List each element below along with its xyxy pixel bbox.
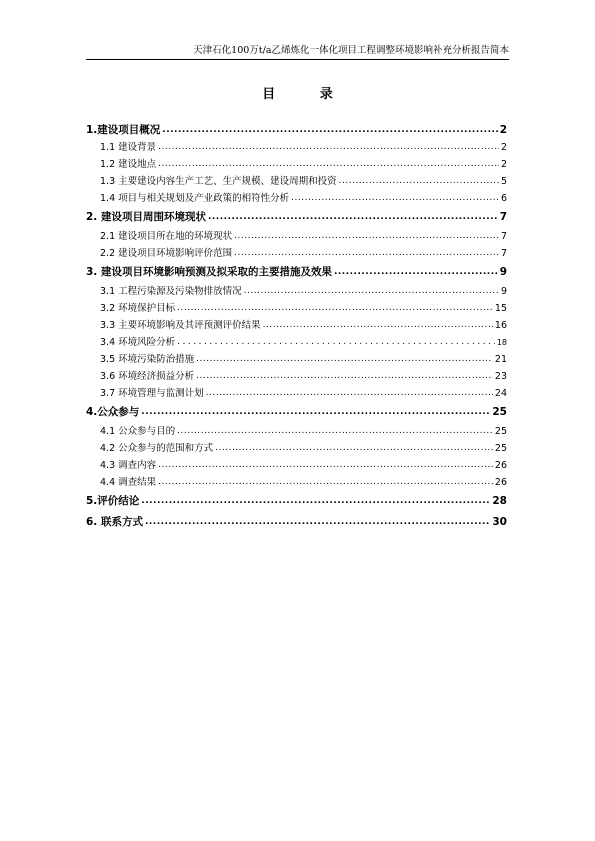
toc-entry-page: 26 [494, 460, 507, 471]
toc-entry-label: 1.4 项目与相关规划及产业政策的相符性分析 [100, 193, 290, 204]
toc-entry-label: 3.4 环境风险分析 [100, 337, 176, 348]
toc-entry-page: 6 [500, 193, 507, 204]
toc-entry-label: 3. 建设项目环境影响预测及拟采取的主要措施及效果 [86, 266, 332, 278]
toc-entry-page: 9 [499, 266, 507, 278]
toc-leader [158, 139, 499, 156]
toc-entry-page: 30 [492, 516, 507, 528]
toc-entry-page: 7 [500, 231, 507, 242]
toc-entry-label: 4.1 公众参与目的 [100, 426, 176, 437]
toc-entry-page: 26 [494, 477, 507, 488]
toc-leader [291, 190, 499, 207]
toc-leader [177, 300, 493, 317]
table-of-contents [86, 121, 507, 533]
toc-entry-label: 2.1 建设项目所在地的环境现状 [100, 231, 233, 242]
toc-entry-label: 4.公众参与 [86, 406, 140, 418]
toc-entry-1-4[interactable] [86, 190, 507, 207]
toc-entry-1-1[interactable] [86, 139, 507, 156]
toc-entry-3-5[interactable] [86, 351, 507, 368]
toc-entry-label: 3.6 环境经济损益分析 [100, 371, 195, 382]
toc-entry-2-1[interactable] [86, 228, 507, 245]
toc-entry-3-1[interactable] [86, 283, 507, 300]
toc-entry-label: 3.7 环境管理与监测计划 [100, 388, 204, 399]
toc-entry-3-7[interactable] [86, 385, 507, 402]
toc-entry-page: 28 [492, 495, 507, 507]
toc-entry-4-4[interactable] [86, 474, 507, 491]
toc-entry-1[interactable] [86, 121, 507, 139]
toc-title: 目 录 [262, 87, 353, 102]
toc-entry-4[interactable] [86, 402, 507, 423]
toc-entry-label: 6. 联系方式 [86, 516, 143, 528]
toc-entry-page: 25 [494, 426, 507, 437]
toc-entry-3-6[interactable] [86, 368, 507, 385]
toc-entry-page: 24 [494, 388, 507, 399]
toc-leader [244, 283, 499, 300]
toc-leader [162, 121, 497, 139]
toc-entry-2[interactable] [86, 207, 507, 228]
toc-entry-label: 5.评价结论 [86, 495, 140, 507]
page-header: 天津石化100万t/a乙烯炼化一体化项目工程调整环境影响补充分析报告简本 [86, 42, 509, 60]
toc-leader [196, 351, 493, 368]
toc-entry-label: 2. 建设项目周围环境现状 [86, 211, 206, 223]
toc-leader [234, 228, 499, 245]
toc-entry-label: 1.3 主要建设内容生产工艺、生产规模、建设周期和投资 [100, 176, 337, 187]
toc-entry-1-2[interactable] [86, 156, 507, 173]
toc-leader [196, 368, 493, 385]
toc-leader [208, 207, 498, 228]
toc-entry-page: 18 [496, 338, 507, 347]
toc-leader [141, 402, 490, 423]
toc-entry-page: 2 [499, 124, 507, 136]
toc-leader [158, 156, 499, 173]
toc-entry-5[interactable] [86, 491, 507, 512]
toc-entry-page: 7 [500, 248, 507, 259]
toc-entry-label: 3.2 环境保护目标 [100, 303, 176, 314]
toc-entry-page: 7 [499, 211, 507, 223]
toc-entry-3-4[interactable] [86, 334, 507, 351]
toc-entry-label: 4.4 调查结果 [100, 477, 157, 488]
toc-entry-label: 1.建设项目概况 [86, 124, 161, 136]
toc-leader [234, 245, 499, 262]
toc-entry-3[interactable] [86, 262, 507, 283]
toc-entry-page: 16 [494, 320, 507, 331]
toc-entry-page: 23 [494, 371, 507, 382]
toc-entry-page: 5 [500, 176, 507, 187]
toc-entry-3-2[interactable] [86, 300, 507, 317]
toc-entry-label: 3.1 工程污染源及污染物排放情况 [100, 286, 242, 297]
toc-leader [177, 334, 495, 351]
toc-entry-label: 1.1 建设背景 [100, 142, 157, 153]
toc-leader [158, 474, 493, 491]
toc-leader [141, 491, 490, 512]
toc-entry-label: 3.3 主要环境影响及其评预测评价结果 [100, 320, 261, 331]
toc-entry-page: 15 [494, 303, 507, 314]
toc-entry-4-1[interactable] [86, 423, 507, 440]
toc-entry-label: 3.5 环境污染防治措施 [100, 354, 195, 365]
toc-leader [177, 423, 493, 440]
toc-entry-label: 4.3 调查内容 [100, 460, 157, 471]
toc-leader [215, 440, 493, 457]
toc-entry-label: 4.2 公众参与的范围和方式 [100, 443, 214, 454]
toc-leader [145, 512, 490, 533]
toc-entry-4-3[interactable] [86, 457, 507, 474]
toc-leader [334, 262, 498, 283]
toc-leader [339, 173, 499, 190]
toc-entry-page: 9 [500, 286, 507, 297]
toc-entry-label: 1.2 建设地点 [100, 159, 157, 170]
toc-entry-4-2[interactable] [86, 440, 507, 457]
toc-entry-page: 2 [500, 142, 507, 153]
toc-entry-3-3[interactable] [86, 317, 507, 334]
toc-entry-2-2[interactable] [86, 245, 507, 262]
toc-entry-page: 21 [494, 354, 507, 365]
toc-entry-1-3[interactable] [86, 173, 507, 190]
toc-leader [158, 457, 493, 474]
toc-entry-page: 2 [500, 159, 507, 170]
toc-entry-page: 25 [492, 406, 507, 418]
toc-entry-6[interactable] [86, 512, 507, 533]
toc-entry-page: 25 [494, 443, 507, 454]
toc-leader [206, 385, 493, 402]
toc-leader [263, 317, 493, 334]
toc-entry-label: 2.2 建设项目环境影响评价范围 [100, 248, 233, 259]
